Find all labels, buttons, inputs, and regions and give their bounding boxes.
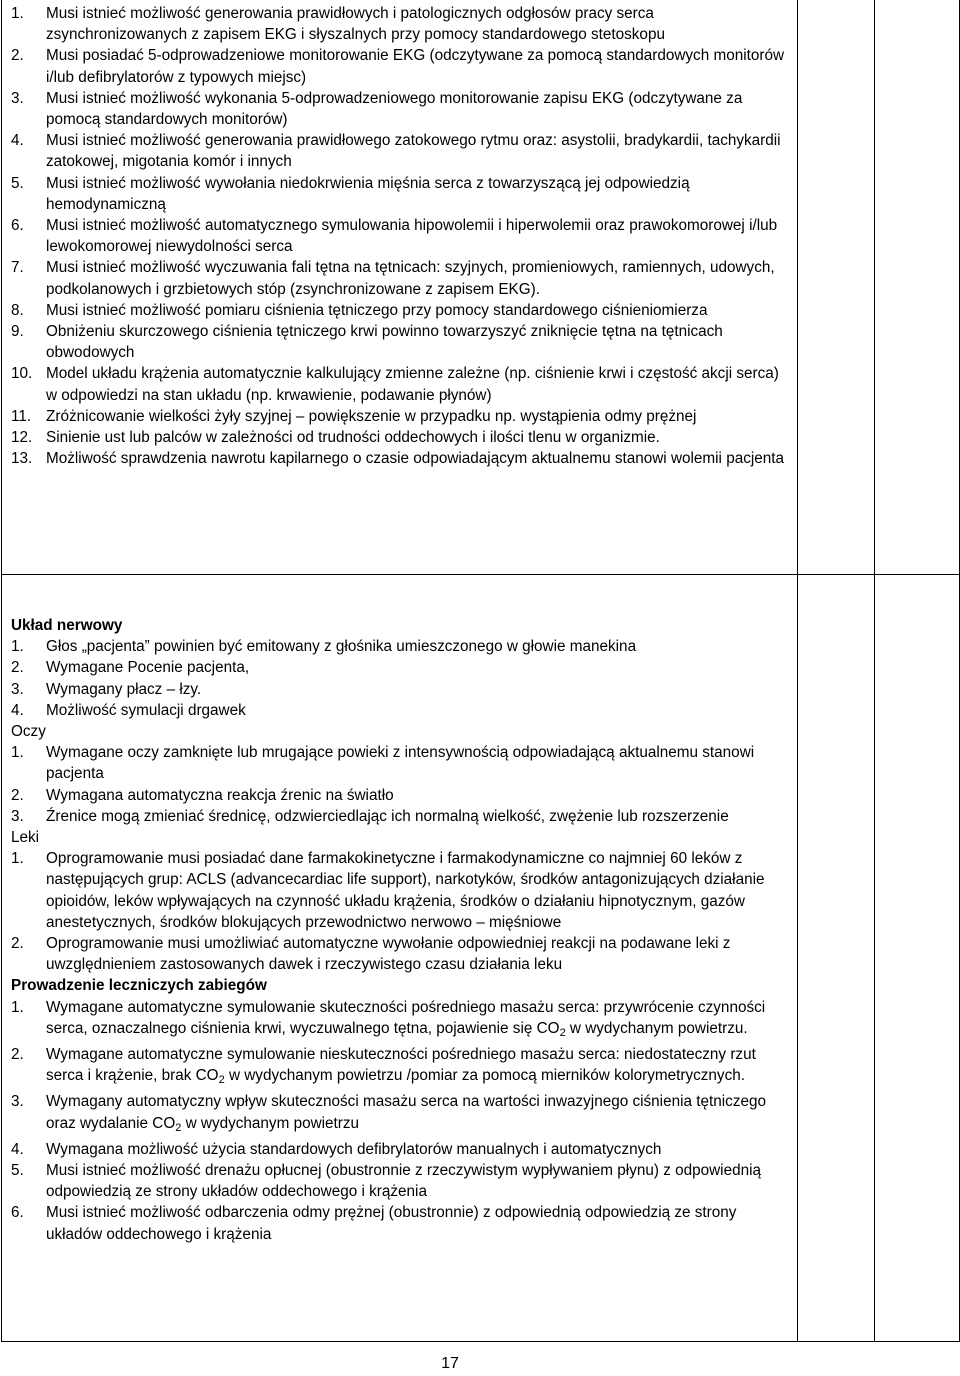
list-item: 2. Musi posiadać 5-odprowadzeniowe monitorowanie EKG (odczytywane za pomocą standardowych monitorów i/lub defibrylatorów z typowych miejsc) <box>11 47 785 86</box>
list-item: 13. Możliwość sprawdzenia nawrotu kapilarnego o czasie odpowiadającym aktualnemu stanowi wolemii pacjenta <box>11 450 785 468</box>
list-item: 11. Zróżnicowanie wielkości żyły szyjnej – powiększenie w przypadku np. wystąpienia odmy prężnej <box>11 407 697 425</box>
heading-oczy: Oczy <box>11 723 46 741</box>
heading-uklad-nerwowy: Układ nerwowy <box>11 617 123 634</box>
heading-leki: Leki <box>11 829 40 847</box>
list-item: 1. Musi istnieć możliwość generowania prawidłowych i patologicznych odgłosów pracy serca zsynchronizowanych z zapisem EKG i słyszalnych przy pomocy standardowego stetoskopu <box>11 5 665 44</box>
table-cell-mid-bottom <box>797 574 875 1342</box>
list-item: 3. Wymagany automatyczny wpływ skuteczności masażu serca na wartości inwazyjnego ciśnienia tętniczego oraz wydalanie $CO_2$ w wydychanym powietrzu <box>11 1093 766 1134</box>
list-item: 1. Wymagane automatyczne symulowanie skuteczności pośredniego masażu serca: przywrócenie czynności serca, oznaczalnego ciśnienia krwi, wyczuwalnego tętna, pojawienie się $CO_2$ w wydychanym powietrzu. <box>11 998 766 1039</box>
list-item: 2. Oprogramowanie musi umożliwiać automatyczne wywołanie odpowiedniej reakcji na podawane leki z uwzględnieniem zastosowanych dawek i rzeczywistego czasu działania leku <box>11 935 731 974</box>
list-item: 6. Musi istnieć możliwość automatycznego symulowania hipowolemii i hiperwolemii oraz prawokomorowej i/lub lewokomorowej niewydolności serca <box>11 217 778 256</box>
leki-list <box>11 848 791 975</box>
list-item: 2. Wymagane Pocenie pacjenta, <box>11 659 250 677</box>
list-item: 10. Model układu krążenia automatycznie kalkulujący zmienne zależne (np. ciśnienie krwi i częstość akcji serca) w odpowiedzi na stan układu (np. krwawienie, podawanie płynów) <box>11 365 779 404</box>
zabiegi-list <box>11 997 791 1245</box>
list-item: 1. Wymagane oczy zamknięte lub mrugające powieki z intensywnością odpowiadającą aktualnemu stanowi pacjenta <box>11 744 755 783</box>
list-item: 4. Możliwość symulacji drgawek <box>11 701 246 719</box>
list-item: 3. Musi istnieć możliwość wykonania 5-odprowadzeniowego monitorowanie zapisu EKG (odczytywane za pomocą standardowych monitorów) <box>11 89 743 129</box>
table-cell-right-top <box>874 0 960 575</box>
list-item: 5. Musi istnieć możliwość drenażu opłucnej (obustronnie z rzeczywistym wypływaniem płynu) z odpowiednią odpowiedzią ze strony układów oddechowego i krążenia <box>11 1162 762 1201</box>
list-item: 4. Wymagana możliwość użycia standardowych defibrylatorów manualnych i automatycznych <box>11 1140 662 1158</box>
list-item: 1. Głos „pacjenta” powinien być emitowany z głośnika umieszczonego w głowie manekina <box>11 638 637 656</box>
list-item: 12. Sinienie ust lub palców w zależności od trudności oddechowych i ilości tlenu w organizmie. <box>11 429 660 447</box>
list-item: 2. Wymagana automatyczna reakcja źrenic na światło <box>11 786 394 804</box>
list-item: 9. Obniżeniu skurczowego ciśnienia tętniczego krwi powinno towarzyszyć zniknięcie tętna na tętnicach obwodowych <box>11 323 723 362</box>
list-item: 4. Musi istnieć możliwość generowania prawidłowego zatokowego rytmu oraz: asystolii, bradykardii, tachykardii zatokowej, migotania komór i innych <box>11 132 781 171</box>
list-item: 3. Wymagany płacz – łzy. <box>11 680 202 698</box>
heading-prowadzenie-zabiegow: Prowadzenie leczniczych zabiegów <box>11 977 267 995</box>
uklad-nerwowy-list <box>11 636 791 721</box>
list-item: 3. Źrenice mogą zmieniać średnicę, odzwierciedlając ich normalną wielkość, zwężenie lub rozszerzenie <box>11 807 729 825</box>
section-2-content <box>11 615 791 1245</box>
oczy-list <box>11 742 791 827</box>
requirements-list <box>11 3 791 469</box>
list-item: 7. Musi istnieć możliwość wyczuwania fali tętna na tętnicach: szyjnych, promieniowych, ramiennych, udowych, podkolanowych i grzbietowych stóp (zsynchronizowane z zapisem EKG). <box>11 259 775 298</box>
list-item: 8. Musi istnieć możliwość pomiaru ciśnienia tętniczego przy pomocy standardowego ciśnieniomierza <box>11 301 708 319</box>
list-item: 2. Wymagane automatyczne symulowanie nieskuteczności pośredniego masażu serca: niedostateczny rzut serca i krążenie, brak $CO_2$ w wydychanym powietrzu /pomiar za pomocą mierników kolorymetrycznych. <box>11 1046 756 1087</box>
page-number: 17 <box>441 1355 459 1372</box>
table-cell-mid-top <box>797 0 875 575</box>
list-item: 6. Musi istnieć możliwość odbarczenia odmy prężnej (obustronnie) z odpowiednią odpowiedzią ze strony układów oddechowego i krążenia <box>11 1204 737 1243</box>
list-item: 5. Musi istnieć możliwość wywołania niedokrwienia mięśnia serca z towarzyszącą jej odpowiedzią hemodynamiczną <box>11 174 690 213</box>
table-cell-right-bottom <box>874 574 960 1342</box>
list-item: 1. Oprogramowanie musi posiadać dane farmakokinetyczne i farmakodynamiczne co najmniej 60 leków z następujących grup: ACLS (advancecardiac life support), narkotyków, środków antagonizujących działanie opioidów, leków wpływających na czynność układu krążenia, środków o działaniu hipnotycznym, gazów anestetycznych, środków blokujących przewodnictwo nerwowo – mięśniowe <box>11 850 765 931</box>
